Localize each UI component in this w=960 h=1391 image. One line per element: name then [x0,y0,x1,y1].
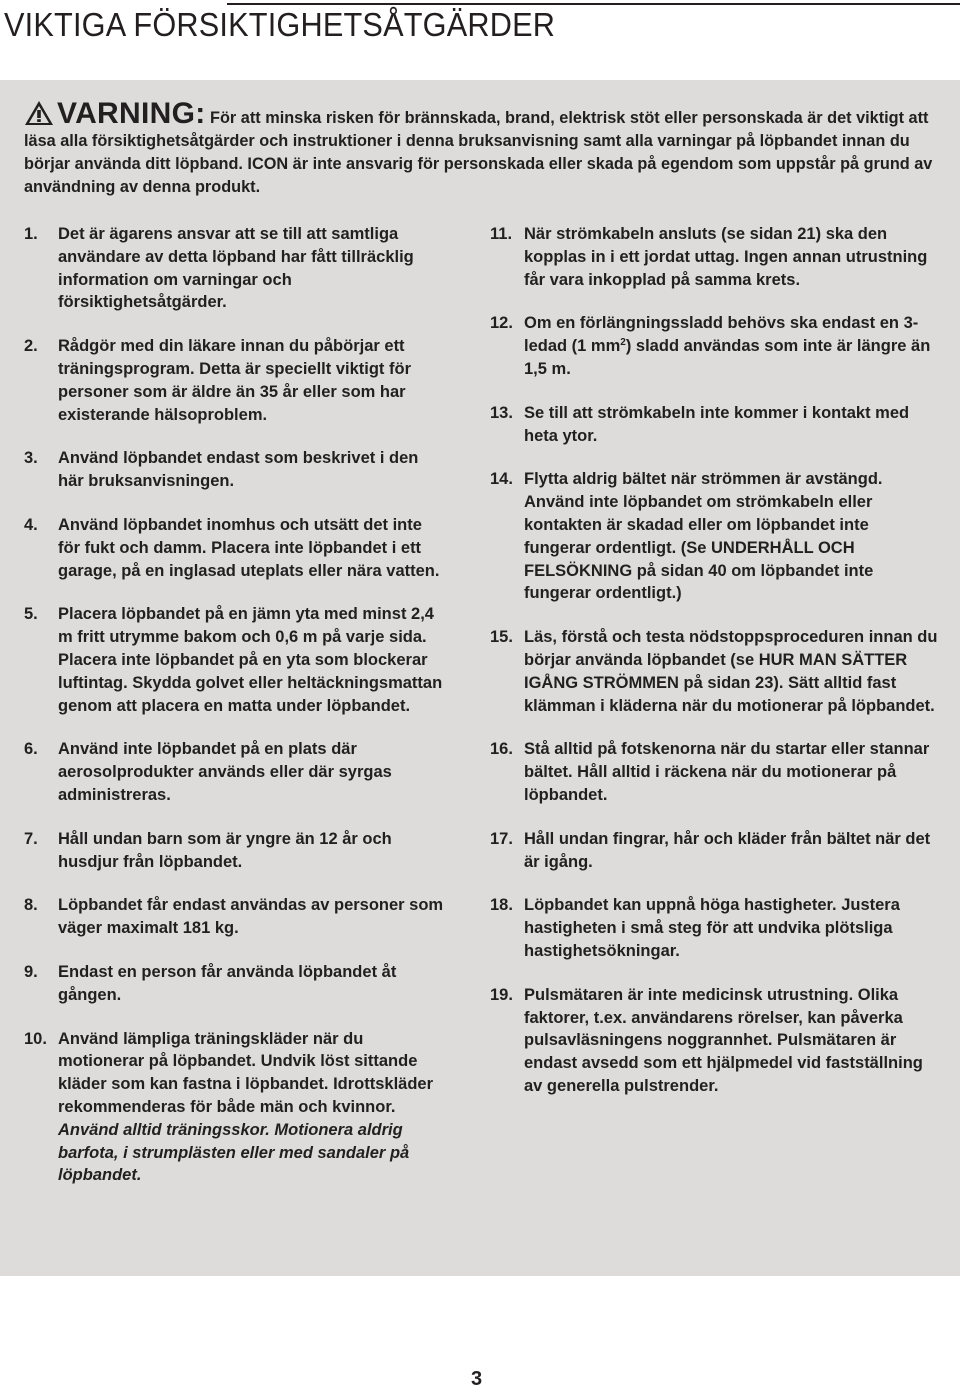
item-text: Placera löpbandet på en jämn yta med minst 2,4 m fritt utrymme bakom och 0,6 m på varje sida. Placera inte löpbandet på en yta som blockerar luftintag. Skydda golvet eller heltäckningsmattan genom att placera en matta under löpbandet. [58,605,443,715]
list-item [24,894,444,940]
item-number: 11. [490,225,513,243]
list-item [24,335,444,426]
item-text: Löpbandet kan uppnå höga hastigheter. Justera hastigheten i små steg för att undvika plötsliga hastighetsökningar. [524,896,900,960]
item-number: 8. [24,896,38,915]
warning-heading: VARNING: [57,97,206,130]
item-number: 1. [24,225,38,243]
item-number: 15. [490,628,513,647]
item-number: 3. [24,449,38,468]
list-item [490,984,940,1098]
item-text: Använd löpbandet inomhus och utsätt det inte för fukt och damm. Placera inte löpbandet i ett garage, på en inglasad uteplats eller nära vatten. [58,515,440,580]
item-number: 19. [490,985,513,1004]
list-item [490,894,940,962]
item-text-after: ) sladd användas som inte är längre än 1,5 m. [524,337,931,378]
item-text: Det är ägarens ansvar att se till att samtliga användare av detta löpband har fått tillräcklig information om varningar och försiktighetsåtgärder. [58,225,414,312]
list-item [24,447,444,493]
list-item [490,828,940,874]
item-number: 4. [24,515,38,534]
warning-block [24,97,940,199]
list-item [24,828,444,874]
superscript: 2 [620,337,626,349]
item-text: Använd lämpliga träningskläder när du motionerar på löpbandet. Undvik löst sittande kläder som kan fastna i löpbandet. Idrottskläder rekommenderas för både män och kvinnor. [58,1029,434,1116]
page-title: VIKTIGA FÖRSIKTIGHETSÅTGÄRDER [4,6,556,43]
list-item [490,468,940,605]
item-text: Löpbandet får endast användas av personer som väger maximalt 181 kg. [58,896,444,938]
item-text: När strömkabeln ansluts (se sidan 21) ska den kopplas in i ett jordat uttag. Ingen annan utrustning får vara inkopplad på samma krets. [524,225,928,289]
item-number: 5. [24,605,38,624]
warning-triangle-icon [24,100,54,126]
item-text: Endast en person får använda löpbandet åt gången. [58,962,397,1004]
list-item [490,626,940,717]
item-number: 6. [24,740,38,759]
item-text: Stå alltid på fotskenorna när du startar eller stannar bältet. Håll alltid i räckena när du motionerar på löpbandet. [524,740,930,804]
item-text: Läs, förstå och testa nödstoppsproceduren innan du börjar använda löpbandet (se HUR MAN SÄTTER IGÅNG STRÖMMEN på sidan 23). Sätt alltid fast klämman i kläderna när du motionerar på löpbandet. [524,628,938,715]
item-number: 9. [24,962,38,981]
page-number: 3 [471,1368,483,1390]
top-rule [227,3,960,5]
item-text: Rådgör med din läkare innan du påbörjar ett träningsprogram. Detta är speciellt viktigt för personer som är äldre än 35 år eller som har existerande hälsoproblem. [58,337,411,424]
item-number: 2. [24,337,38,356]
list-item [490,223,940,291]
list-item [24,1028,444,1188]
item-text: Se till att strömkabeln inte kommer i kontakt med heta ytor. [524,403,910,445]
item-number: 17. [490,829,513,848]
item-number: 10. [24,1029,47,1048]
item-text: Håll undan fingrar, hår och kläder från bältet när det är igång. [524,829,931,871]
item-number: 7. [24,829,38,848]
item-text: Använd löpbandet endast som beskrivet i den här bruksanvisningen. [58,449,419,491]
item-number: 18. [490,896,513,915]
item-number: 16. [490,740,513,759]
item-text: Använd inte löpbandet på en plats där aerosolprodukter används eller där syrgas administreras. [58,740,392,804]
list-item [24,603,444,717]
precautions-list-right [490,223,940,1098]
list-item [24,514,444,582]
item-text: Håll undan barn som är yngre än 12 år och husdjur från löpbandet. [58,829,392,871]
item-text: Om en förlängningssladd behövs ska endast en 3-ledad (1 mm [524,314,919,356]
list-item [490,738,940,806]
item-emphasis: Använd alltid träningsskor. Motionera aldrig barfota, i strumplästen eller med sandaler på löpbandet. [58,1120,410,1185]
list-item [490,402,940,448]
item-text: Flytta aldrig bältet när strömmen är avstängd. Använd inte löpbandet om strömkabeln eller kontakten är skadad eller om löpbandet inte fungerar ordentligt. (Se UNDERHÅLL OCH FELSÖKNING på sidan 40 om löpbandet inte fungerar ordentligt.) [524,470,883,603]
list-item [490,312,940,380]
precautions-list-left [24,223,444,1187]
list-item [24,223,444,314]
list-item [24,961,444,1007]
item-number: 12. [490,314,513,333]
item-text: Pulsmätaren är inte medicinsk utrustning. Olika faktorer, t.ex. användarens rörelser, kan påverka pulsavläsningens noggrannhet. Pulsmätaren är endast avsedd som ett hjälpmedel vid fastställning av generella pulstrender. [524,985,923,1095]
list-item [24,738,444,806]
item-number: 14. [490,470,513,489]
warning-text: För att minska risken för brännskada, brand, elektrisk stöt eller personskada är det viktigt att läsa alla försiktighetsåtgärder och instruktioner i denna bruksanvisning samt alla varningar på löpbandet innan du börjar använda ditt löpband. ICON är inte ansvarig för personskada eller skada på egendom som uppstår på grund av användning av denna produkt. [24,109,933,196]
item-number: 13. [490,403,513,422]
